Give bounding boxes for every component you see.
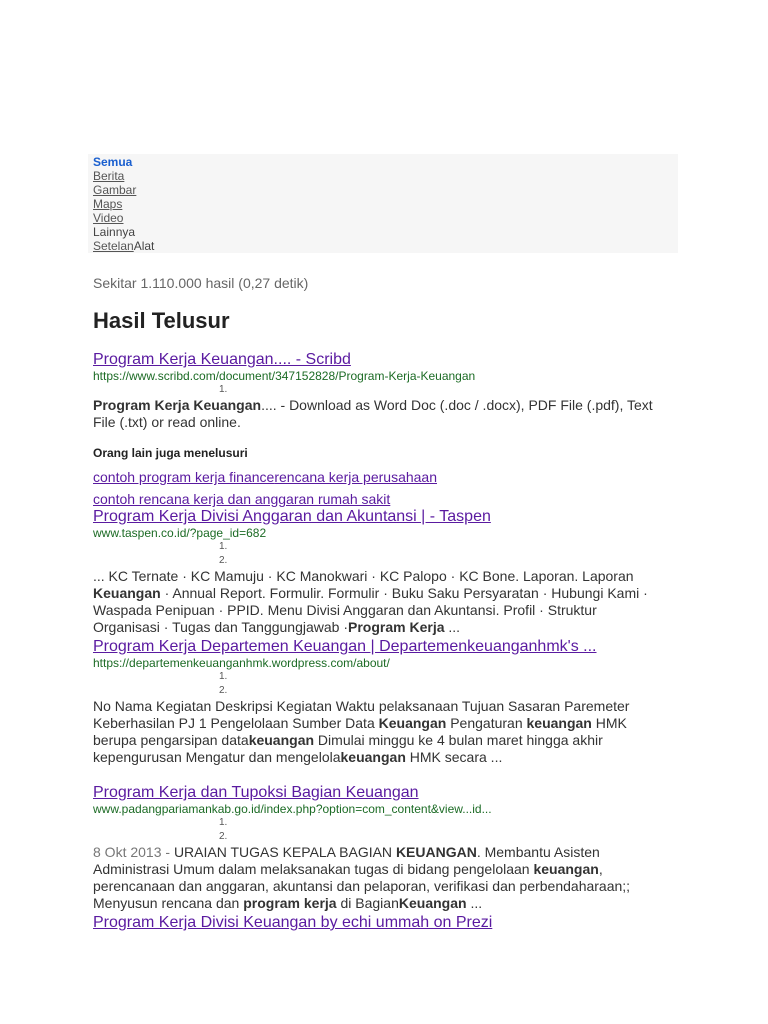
- snippet-highlight: Keuangan: [398, 895, 467, 911]
- result-snippet: [93, 698, 653, 766]
- result-url: www.padangpariamankab.go.id/index.php?option=com_content&view...id...: [93, 802, 492, 816]
- snippet-text: di Bagian: [336, 895, 399, 911]
- list-number: 1.: [219, 817, 228, 828]
- result-url: https://www.scribd.com/document/347152828/Program-Kerja-Keuangan: [93, 369, 476, 383]
- result-title-link[interactable]: Program Kerja Divisi Anggaran dan Akuntansi | - Taspen: [93, 508, 491, 525]
- tab-maps[interactable]: Maps: [93, 197, 123, 211]
- list-number: 2.: [219, 685, 228, 696]
- tab-gambar[interactable]: Gambar: [93, 183, 137, 197]
- snippet-highlight: keuangan: [526, 715, 592, 731]
- snippet-highlight: KEUANGAN: [395, 844, 477, 860]
- snippet-text: URAIAN TUGAS KEPALA BAGIAN: [173, 844, 396, 860]
- page-title: Hasil Telusur: [93, 308, 230, 333]
- tab-lainnya[interactable]: Lainnya: [93, 225, 136, 239]
- snippet-highlight: Keuangan: [93, 585, 161, 601]
- snippet-text: Pengaturan: [446, 715, 527, 731]
- related-link[interactable]: contoh rencana kerja dan anggaran rumah sakit: [93, 491, 391, 507]
- result-date: 8 Okt 2013 -: [93, 844, 174, 860]
- search-result: [93, 508, 653, 636]
- search-tabs: [88, 154, 678, 253]
- snippet-text: ...: [444, 619, 461, 635]
- settings-link[interactable]: Setelan: [93, 239, 134, 253]
- result-stats: Sekitar 1.110.000 hasil (0,27 detik): [93, 275, 309, 291]
- result-url: www.taspen.co.id/?page_id=682: [93, 526, 267, 540]
- snippet-highlight: program kerja: [243, 895, 337, 911]
- snippet-text: · Annual Report. Formulir. Formulir · Buku Saku Persyaratan · Hubungi Kami · Waspada Penipuan · PPID. Menu Divisi Anggaran dan Akuntansi. Profil · Struktur Organisasi · Tugas dan Tanggungjawab ·: [93, 585, 648, 635]
- snippet-text: HMK secara ...: [405, 749, 503, 765]
- snippet-highlight: keuangan: [248, 732, 315, 748]
- snippet-text: Dimulai minggu ke 4 bulan maret hingga akhir kepengurusan Mengatur dan mengelola: [93, 732, 603, 765]
- snippet-text: .... - Download as Word Doc (.doc / .docx), PDF File (.pdf), Text File (.txt) or read online.: [93, 397, 653, 430]
- snippet-text: , perencanaan dan anggaran, akuntansi dan pelaporan, verifikasi dan perbendaharaan;; Menyusun rencana dan: [93, 861, 631, 911]
- result-title-link[interactable]: Program Kerja Keuangan.... - Scribd: [93, 351, 351, 368]
- result-title-link[interactable]: Program Kerja dan Tupoksi Bagian Keuangan: [93, 784, 419, 801]
- list-number: 2.: [219, 555, 228, 566]
- snippet-highlight: keuangan: [340, 749, 406, 765]
- search-result: [93, 784, 653, 912]
- snippet-text: HMK berupa pengarsipan data: [93, 715, 627, 748]
- related-searches: [93, 446, 653, 508]
- search-result: [93, 638, 653, 766]
- snippet-highlight: Program Kerja Keuangan: [93, 397, 262, 413]
- snippet-text: ... KC Ternate · KC Mamuju · KC Manokwari · KC Palopo · KC Bone. Laporan. Laporan: [93, 568, 634, 584]
- result-url: https://departemenkeuanganhmk.wordpress.com/about/: [93, 656, 390, 670]
- snippet-highlight: Keuangan: [378, 715, 447, 731]
- tab-berita[interactable]: Berita: [93, 169, 125, 183]
- result-snippet: [93, 844, 653, 912]
- tab-semua[interactable]: Semua: [93, 155, 133, 169]
- result-title-link[interactable]: Program Kerja Divisi Keuangan by echi ummah on Prezi: [93, 914, 493, 931]
- search-result: [93, 351, 653, 431]
- related-row: [93, 468, 653, 486]
- result-snippet: [93, 397, 653, 431]
- tools-link[interactable]: Alat: [133, 239, 155, 253]
- result-snippet: [93, 568, 653, 636]
- result-title-link[interactable]: Program Kerja Departemen Keuangan | Departemenkeuanganhmk's ...: [93, 638, 597, 655]
- list-number: 1.: [219, 384, 228, 395]
- list-number: 2.: [219, 831, 228, 842]
- snippet-highlight: Program Kerja: [348, 619, 445, 635]
- snippet-text: ...: [466, 895, 483, 911]
- related-heading: Orang lain juga menelusuri: [93, 446, 248, 460]
- snippet-highlight: keuangan: [533, 861, 599, 877]
- list-number: 1.: [219, 541, 228, 552]
- snippet-text: No Nama Kegiatan Deskripsi Kegiatan Waktu pelaksanaan Tujuan Sasaran Paremeter Keberhasilan PJ 1 Pengelolaan Sumber Data: [93, 698, 630, 731]
- list-number: 1.: [219, 671, 228, 682]
- search-result: [93, 914, 653, 932]
- related-link[interactable]: rencana kerja perusahaan: [274, 469, 437, 485]
- tab-video[interactable]: Video: [93, 211, 124, 225]
- related-link[interactable]: contoh program kerja finance: [93, 469, 275, 485]
- snippet-text: . Membantu Asisten Administrasi Umum dalam melaksanakan tugas di bidang pengelolaan: [93, 844, 600, 877]
